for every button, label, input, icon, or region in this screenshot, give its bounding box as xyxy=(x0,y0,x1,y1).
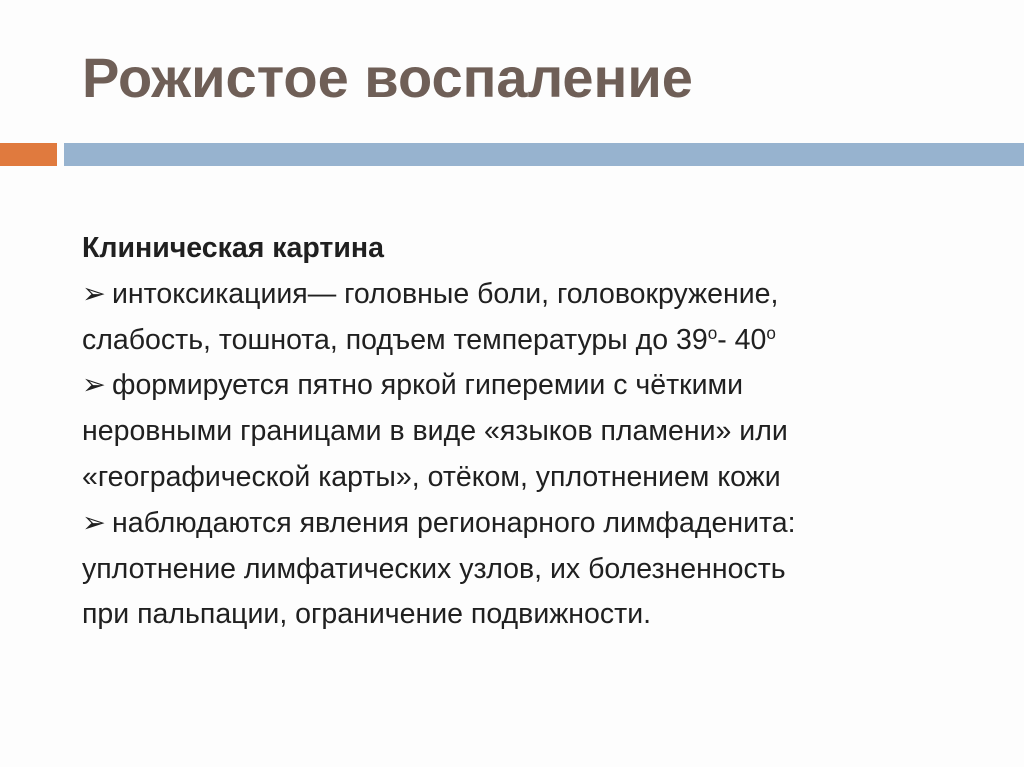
bullet-line: «географической карты», отёком, уплотнением кожи xyxy=(82,460,781,493)
section-heading: Клиническая картина xyxy=(82,232,384,264)
bullet-intoxication xyxy=(82,272,982,364)
bullet-arrow-icon: ➢ xyxy=(82,369,106,402)
bullet-line xyxy=(82,272,982,318)
bullet-line xyxy=(82,501,982,547)
bullet-text: слабость, тошнота, подъем температуры до 39 xyxy=(82,323,708,356)
bullet-line xyxy=(82,363,982,409)
bullet-line: уплотнение лимфатических узлов, их болезненность xyxy=(82,552,786,585)
bullet-text: наблюдаются явления регионарного лимфаденита: xyxy=(112,506,796,539)
bullet-hyperemia xyxy=(82,363,982,500)
slide-title: Рожистое воспаление xyxy=(82,46,693,109)
degree-superscript: о xyxy=(707,323,718,343)
bullet-text: - 40 xyxy=(717,323,767,356)
bullet-arrow-icon: ➢ xyxy=(82,277,106,310)
bullet-line: при пальпации, ограничение подвижности. xyxy=(82,598,652,631)
bullet-lymphadenitis xyxy=(82,501,982,638)
bullet-line: неровными границами в виде «языков пламени» или xyxy=(82,415,788,448)
bullet-text: формируется пятно яркой гиперемии с чёткими xyxy=(112,369,744,402)
bullet-arrow-icon: ➢ xyxy=(82,506,106,539)
degree-superscript: о xyxy=(766,323,776,343)
accent-bar-blue xyxy=(64,143,1024,166)
bullet-line xyxy=(82,318,982,364)
slide-body xyxy=(82,226,982,638)
bullet-text: интоксикациия— головные боли, головокружение, xyxy=(112,277,779,310)
accent-bar-orange xyxy=(0,143,57,166)
